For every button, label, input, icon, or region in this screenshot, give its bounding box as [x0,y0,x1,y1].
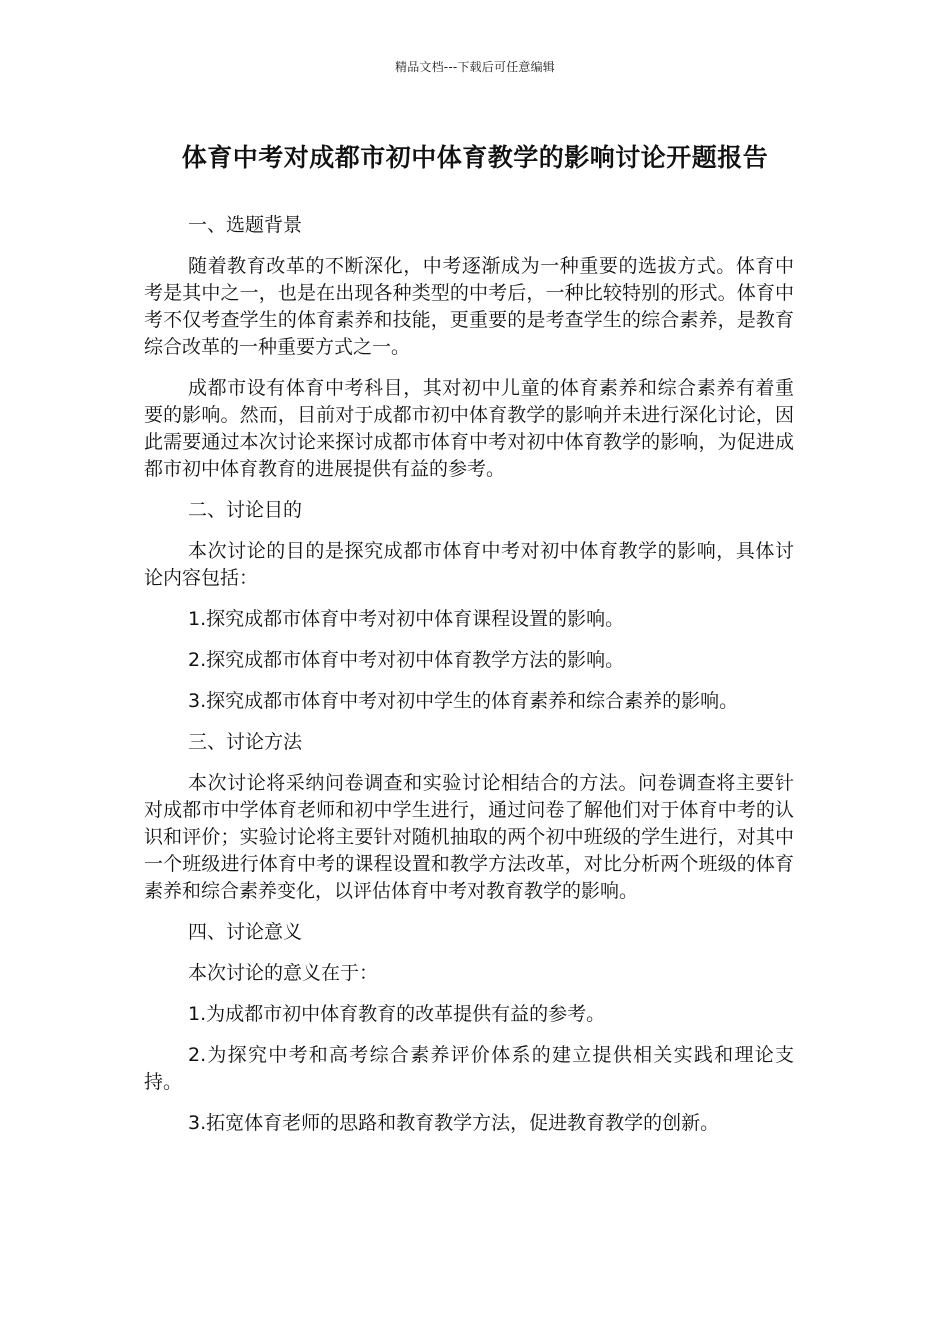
section-heading-method: 三、讨论方法 [188,731,303,753]
significance-item-3: 3.拓宽体育老师的思路和教育教学方法，促进教育教学的创新。 [188,1112,720,1134]
significance-item-2: 2.为探究中考和高考综合素养评价体系的建立提供相关实践和理论支持。 [144,1044,794,1093]
section-heading-significance: 四、讨论意义 [188,921,303,943]
page-header-note: 精品文档---下载后可任意编辑 [395,60,555,74]
section-heading-background: 一、选题背景 [188,214,303,236]
purpose-item-2: 2.探究成都市体育中考对初中体育教学方法的影响。 [188,649,625,671]
background-paragraph-1: 随着教育改革的不断深化，中考逐渐成为一种重要的选拔方式。体育中考是其中之一，也是在出现各种类型的中考后，一种比较特别的形式。体育中考不仅考查学生的体育素养和技能，更重要的是考查学生的综合素养，是教育综合改革的一种重要方式之一。 [144,255,794,358]
section-heading-purpose: 二、讨论目的 [188,499,303,521]
document-body [144,212,794,1151]
purpose-item-1: 1.探究成都市体育中考对初中体育课程设置的影响。 [188,608,625,630]
significance-intro: 本次讨论的意义在于： [188,962,379,984]
method-paragraph: 本次讨论将采纳问卷调查和实验讨论相结合的方法。问卷调查将主要针对成都市中学体育老师和初中学生进行，通过问卷了解他们对于体育中考的认识和评价；实验讨论将主要针对随机抽取的两个初中班级的学生进行，对其中一个班级进行体育中考的课程设置和教学方法改革，对比分析两个班级的体育素养和综合素养变化，以评估体育中考对教育教学的影响。 [144,772,794,902]
purpose-item-3: 3.探究成都市体育中考对初中学生的体育素养和综合素养的影响。 [188,690,739,712]
background-paragraph-2: 成都市设有体育中考科目，其对初中儿童的体育素养和综合素养有着重要的影响。然而，目前对于成都市初中体育教学的影响并未进行深化讨论，因此需要通过本次讨论来探讨成都市体育中考对初中体育教学的影响，为促进成都市初中体育教育的进展提供有益的参考。 [144,377,794,480]
document-title: 体育中考对成都市初中体育教学的影响讨论开题报告 [181,143,769,172]
significance-item-1: 1.为成都市初中体育教育的改革提供有益的参考。 [188,1003,606,1025]
purpose-intro: 本次讨论的目的是探究成都市体育中考对初中体育教学的影响，具体讨论内容包括： [144,540,794,589]
